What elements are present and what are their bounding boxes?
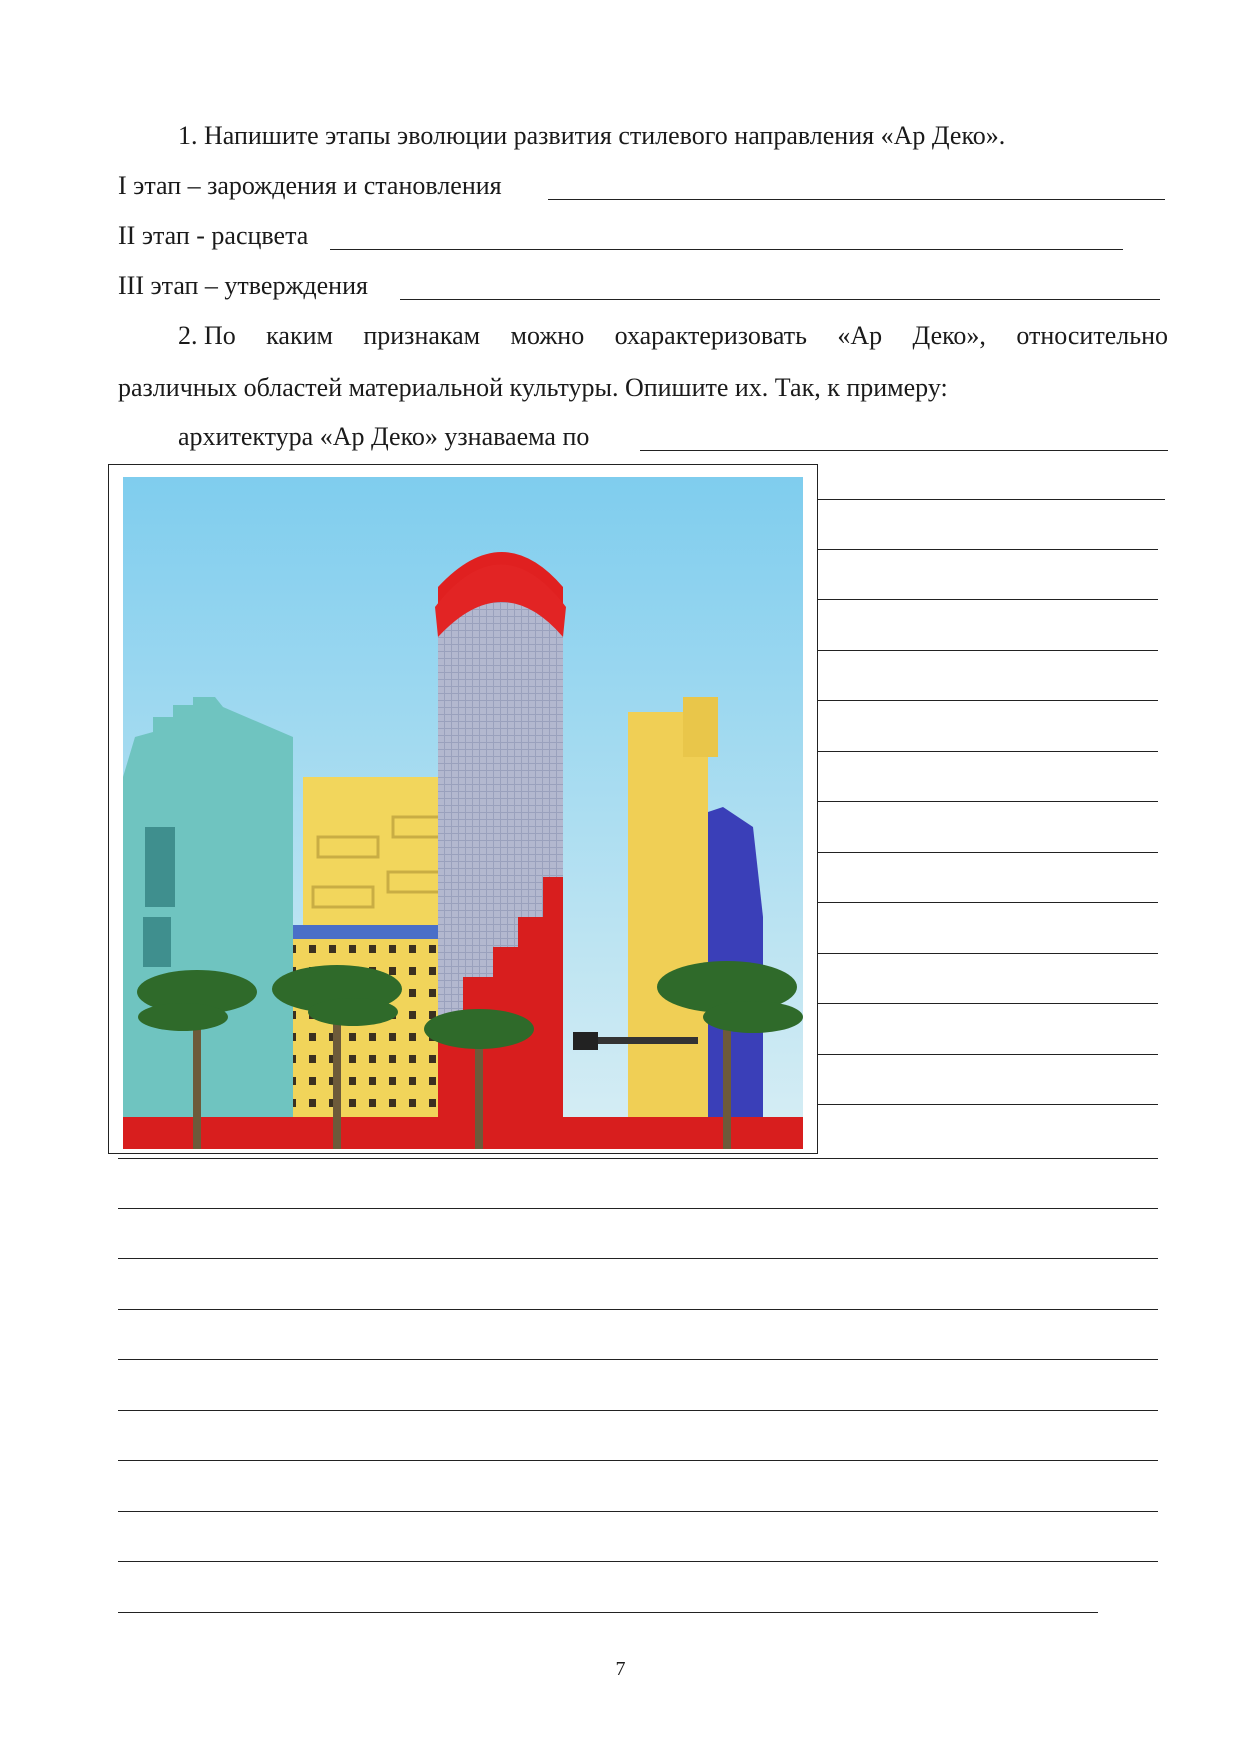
answer-line[interactable] (818, 1003, 1158, 1004)
word: 2. По (178, 321, 236, 350)
answer-line[interactable] (118, 1258, 1158, 1259)
answer-line[interactable] (118, 1410, 1158, 1411)
answer-line[interactable] (818, 700, 1158, 701)
answer-line[interactable] (118, 1460, 1158, 1461)
answer-line[interactable] (818, 549, 1158, 550)
word: признакам (363, 321, 481, 350)
answer-line[interactable] (118, 1158, 1158, 1159)
answer-line[interactable] (818, 650, 1158, 651)
answer-line[interactable] (818, 902, 1158, 903)
stage2-answer-line[interactable] (330, 249, 1123, 250)
photo-frame (108, 464, 818, 1154)
task2-line3: архитектура «Ар Деко» узнаваема по (178, 422, 590, 451)
answer-line[interactable] (818, 751, 1158, 752)
stage1-answer-line[interactable] (548, 199, 1165, 200)
answer-line[interactable] (818, 852, 1158, 853)
answer-line[interactable] (818, 953, 1158, 954)
word: относительно (1016, 321, 1168, 350)
answer-line[interactable] (818, 1054, 1158, 1055)
architecture-answer-line[interactable] (640, 450, 1168, 451)
answer-line[interactable] (118, 1208, 1158, 1209)
task2-line2: различных областей материальной культуры. Опишите их. Так, к примеру: (118, 373, 948, 402)
word: можно (510, 321, 585, 350)
word: охарактеризовать (614, 321, 807, 350)
answer-line[interactable] (118, 1561, 1158, 1562)
answer-line[interactable] (818, 801, 1158, 802)
stage3-label: III этап – утверждения (118, 271, 368, 300)
task1-title: 1. Напишите этапы эволюции развития стилевого направления «Ар Деко». (178, 121, 1006, 150)
page-number: 7 (615, 1658, 626, 1680)
answer-line[interactable] (818, 599, 1158, 600)
stage3-answer-line[interactable] (400, 299, 1160, 300)
answer-line[interactable] (118, 1612, 1098, 1613)
answer-line[interactable] (818, 1104, 1158, 1105)
answer-line[interactable] (118, 1309, 1158, 1310)
answer-line[interactable] (118, 1511, 1158, 1512)
stage1-label: I этап – зарождения и становления (118, 171, 502, 200)
task2-line1 (178, 320, 1168, 352)
stage2-label: II этап - расцвета (118, 221, 309, 250)
art-deco-building-photo (123, 477, 803, 1149)
answer-line[interactable] (118, 1359, 1158, 1360)
word: «Ар (837, 321, 883, 350)
word: каким (266, 321, 333, 350)
answer-line[interactable] (818, 499, 1165, 500)
word: Деко», (912, 321, 986, 350)
